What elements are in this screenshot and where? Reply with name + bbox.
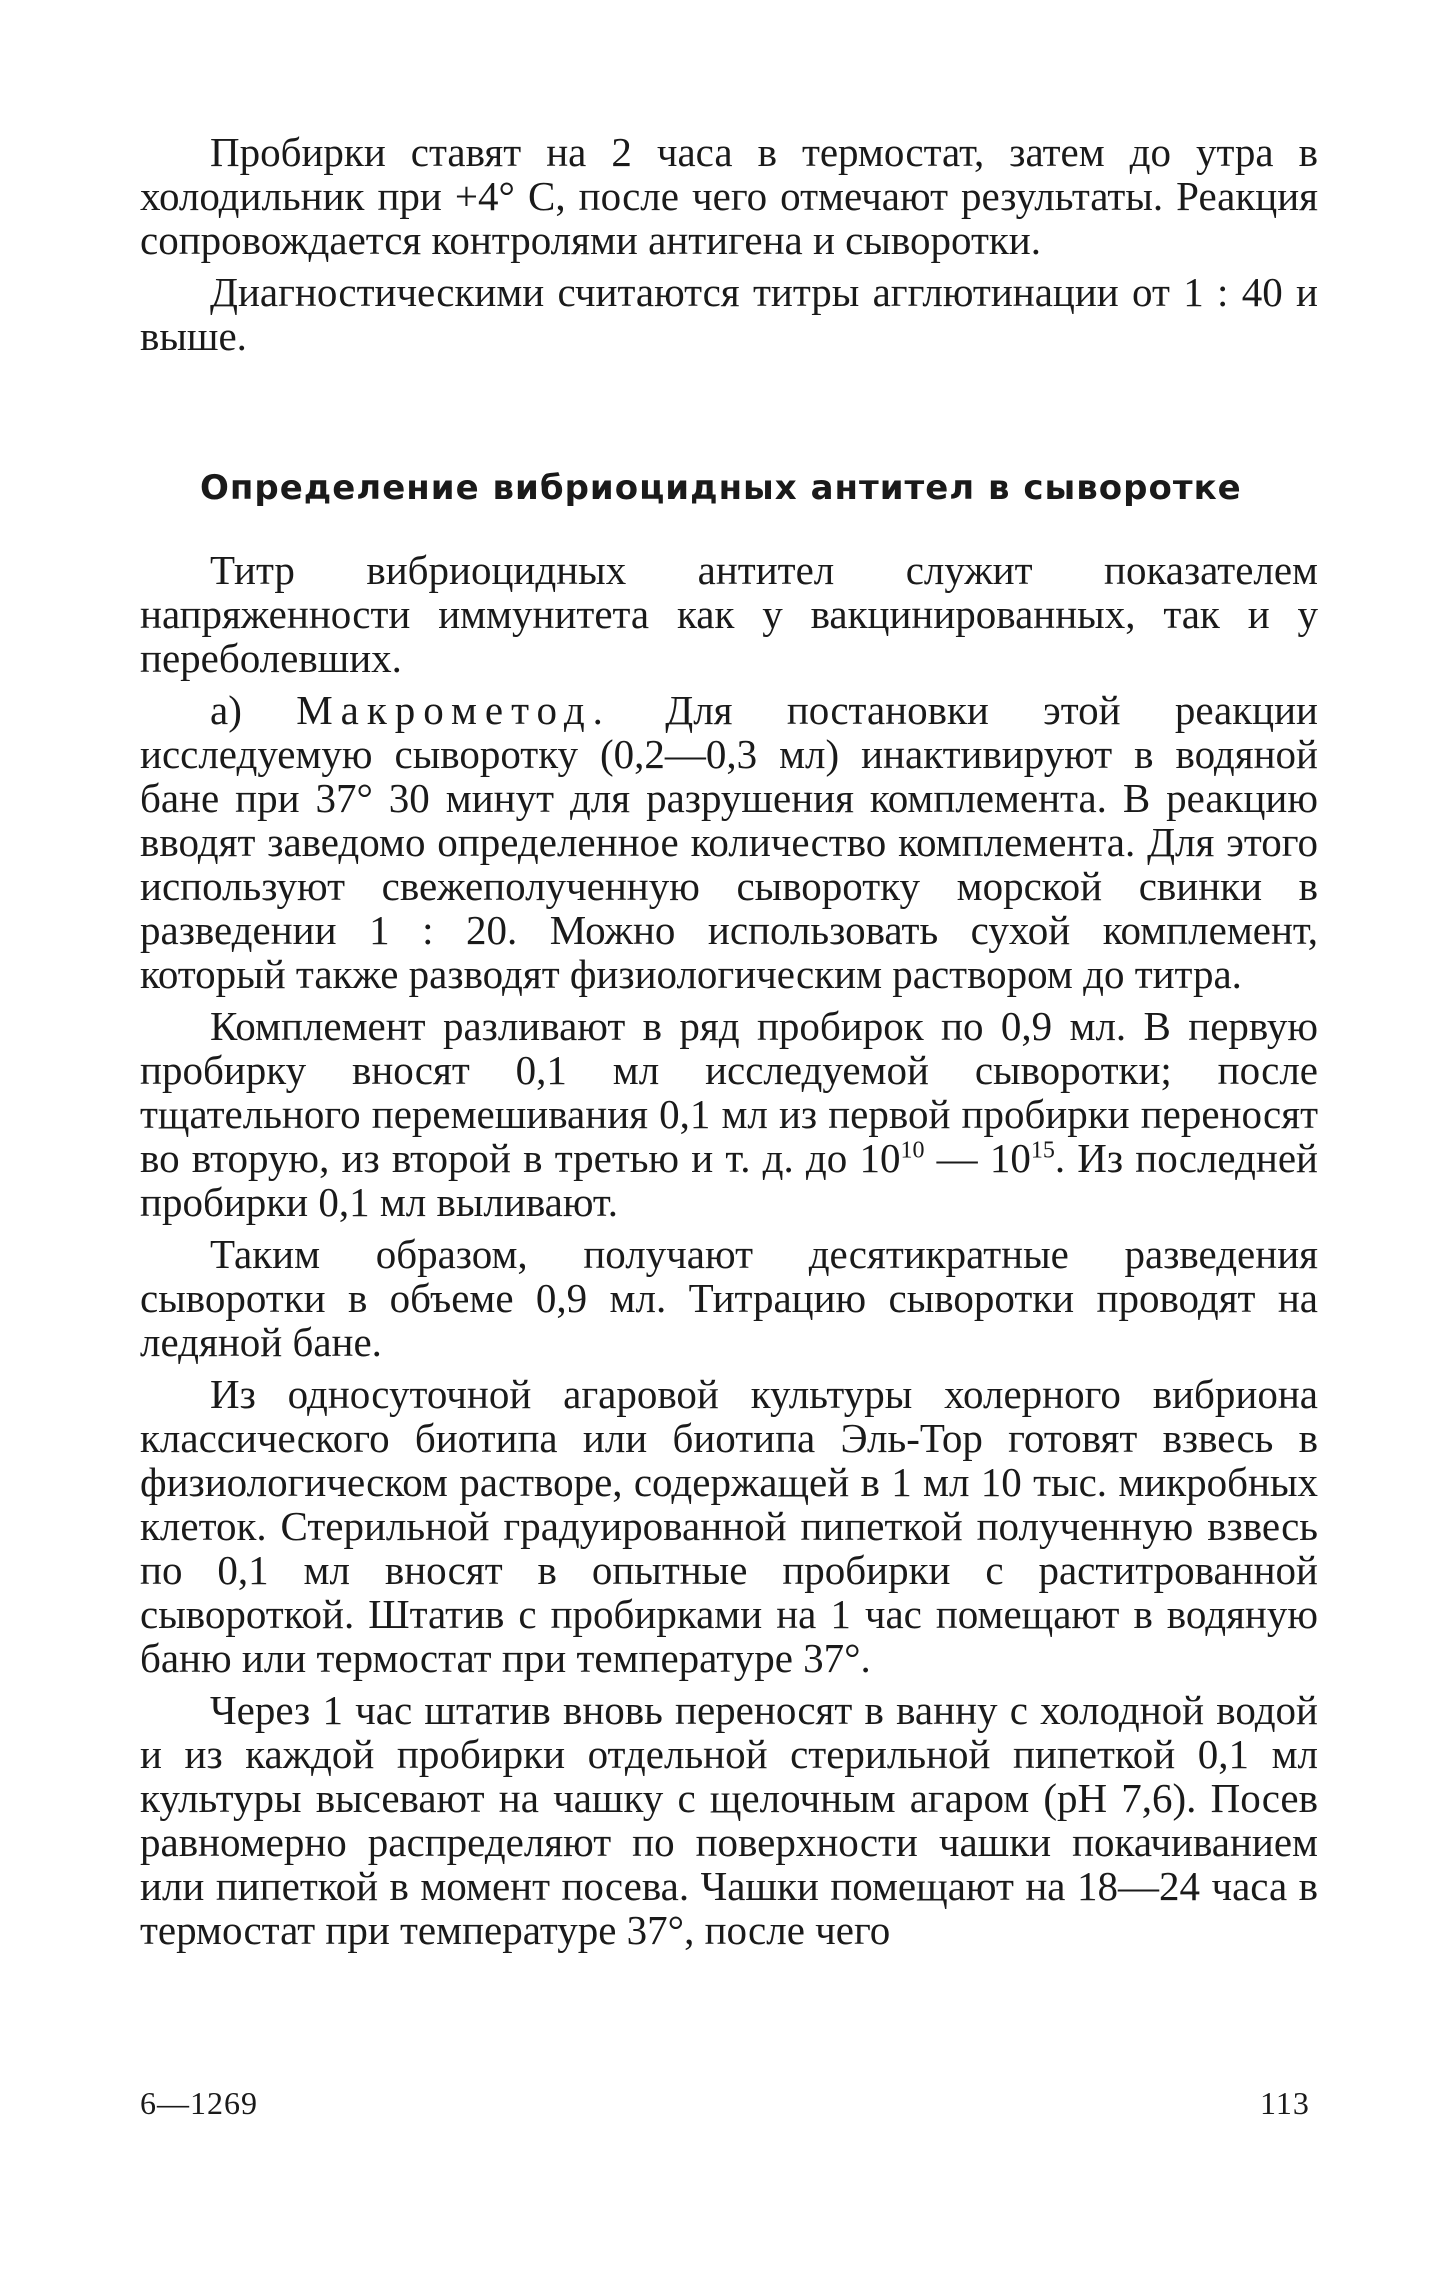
- paragraph: Из односуточной агаровой культуры холерного вибриона классического биотипа или биотипа Эль-Тор готовят взвесь в физиологическом растворе, содержащей в 1 мл 10 тыс. микробных клеток. Стерильной градуированной пипеткой полученную взвесь по 0,1 мл вносят в опытные пробирки с раститрованной сывороткой. Штатив с пробирками на 1 час помещают в водяную баню или термостат при температуре 37°.: [140, 1371, 1318, 1681]
- main-text-block: [140, 548, 1318, 1952]
- paragraph: Титр вибриоцидных антител служит показателем напряженности иммунитета как у вакцинированных, так и у переболевших.: [140, 547, 1318, 681]
- page-number: 113: [1260, 2085, 1310, 2121]
- paragraph-text: Для постановки этой реакции исследуемую сыворотку (0,2—0,3 мл) инактивируют в водяной бане при 37° 30 минут для разрушения комплемента. В реакцию вводят заведомо определенное количество комплемента. Для этого используют свежеполученную сыворотку морской свинки в разведении 1 : 20. Можно использовать сухой комплемент, который также разводят физиологическим раствором до титра.: [140, 687, 1319, 997]
- paragraph: Диагностическими считаются титры агглютинации от 1 : 40 и выше.: [140, 269, 1318, 359]
- exponent: 10: [900, 1137, 925, 1164]
- top-text-block: [140, 130, 1318, 358]
- method-term: Макрометод.: [296, 687, 611, 733]
- printer-signature: 6—1269: [140, 2085, 258, 2121]
- paragraph: Таким образом, получают десятикратные разведения сыворотки в объеме 0,9 мл. Титрацию сыворотки проводят на ледяной бане.: [140, 1231, 1318, 1365]
- paragraph-text: — 10: [924, 1135, 1031, 1181]
- paragraph: [140, 688, 1318, 996]
- paragraph-text: . Из последней пробирки 0,1 мл выливают.: [140, 1135, 1318, 1225]
- exponent: 15: [1030, 1137, 1055, 1164]
- section-heading: Определение вибриоцидных антител в сыворотке: [200, 468, 1242, 508]
- paragraph: [140, 1004, 1318, 1224]
- paragraph-text: Комплемент разливают в ряд пробирок по 0,9 мл. В первую пробирку вносят 0,1 мл исследуемой сыворотки; после тщательного перемешивания 0,1 мл из первой пробирки переносят во вторую, из второй в третью и т. д. до 10: [140, 1003, 1318, 1181]
- list-marker: а): [210, 687, 297, 733]
- paragraph: Через 1 час штатив вновь переносят в ванну с холодной водой и из каждой пробирки отдельной стерильной пипеткой 0,1 мл культуры высевают на чашку с щелочным агаром (рН 7,6). Посев равномерно распределяют по поверхности чашки покачиванием или пипеткой в момент посева. Чашки помещают на 18—24 часа в термостат при температуре 37°, после чего: [140, 1687, 1318, 1953]
- paragraph: Пробирки ставят на 2 часа в термостат, затем до утра в холодильник при +4° С, после чего отмечают результаты. Реакция сопровождается контролями антигена и сыворотки.: [140, 129, 1318, 263]
